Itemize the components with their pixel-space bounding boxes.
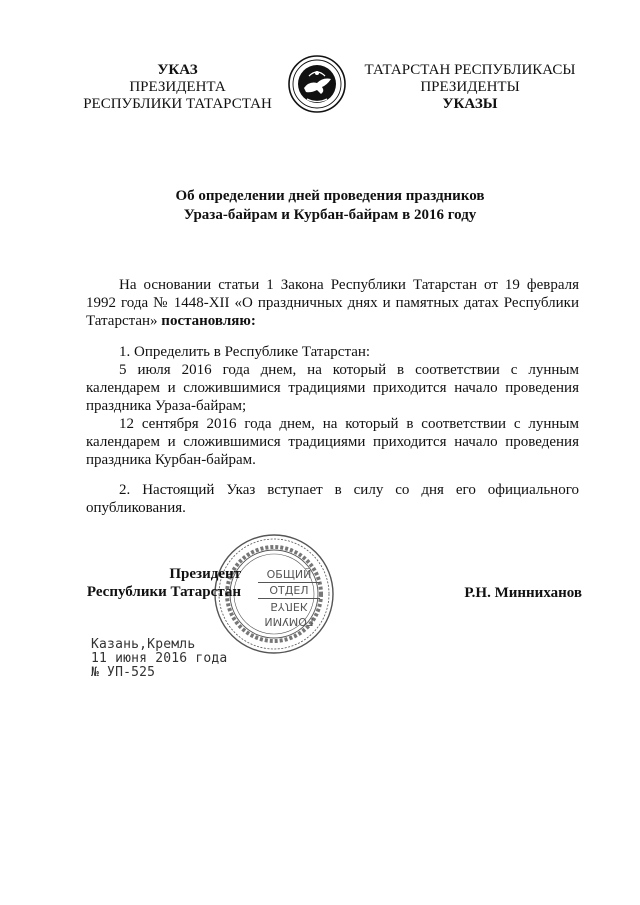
preamble [86, 276, 579, 330]
item-1-date2: 12 сентября 2016 года днем, на который в соответствии с лунным календарем и сложившимися традициями приходится начало проведения праздника Курбан-байрам. [86, 416, 579, 468]
header-left [70, 62, 285, 113]
stamp-text [258, 567, 320, 629]
decree-title [80, 187, 580, 225]
title-line2: Ураза-байрам и Курбан-байрам в 2016 году [183, 207, 477, 223]
signature-title-line2: Республики Татарстан [86, 584, 241, 600]
signature-name: Р.Н. Минниханов [464, 585, 582, 601]
item-1-intro: 1. Определить в Республике Татарстан: [119, 344, 371, 360]
item-1-date1: 5 июля 2016 года днем, на который в соответствии с лунным календарем и сложившимися традициями приходится начало проведения праздника Ураза-байрам; [86, 362, 579, 414]
item-2 [86, 481, 579, 517]
footer-number: № УП-525 [91, 665, 156, 680]
preamble-bold: постановляю: [161, 313, 256, 329]
footer-place: Казань,Кремль [91, 637, 196, 652]
header-right-line3: УКАЗЫ [442, 96, 498, 112]
header-right [355, 62, 585, 113]
header-left-line3: РЕСПУБЛИКИ ТАТАРСТАН [83, 96, 272, 112]
footer-date: 11 июня 2016 года [91, 651, 228, 666]
header-right-line1: ТАТАРСТАН РЕСПУБЛИКАСЫ [364, 62, 576, 78]
title-line1: Об определении дней проведения праздников [175, 188, 485, 204]
stamp-line3: БҮЛЕК [270, 600, 308, 613]
header-left-line1: УКАЗ [157, 62, 198, 78]
stamp-line2: ОТДЕЛ [258, 582, 320, 599]
item-2-text: 2. Настоящий Указ вступает в силу со дня его официального опубликования. [86, 482, 579, 516]
header-right-line2: ПРЕЗИДЕНТЫ [420, 79, 520, 95]
item-1 [86, 343, 579, 469]
signature-title-line1: Президент [169, 566, 241, 582]
header-left-line2: ПРЕЗИДЕНТА [129, 79, 226, 95]
coat-of-arms-icon [287, 54, 347, 114]
stamp-line1: ОБЩИЙ [266, 568, 312, 581]
stamp-line4: ГОМУМИ [264, 615, 314, 628]
signature-title [86, 565, 241, 601]
decree-footer [91, 638, 227, 680]
preamble-text: На основании статьи 1 Закона Республики Татарстан от 19 февраля 1992 года № 1448-XII «О праздничных днях и памятных датах Республики Татарстан» [86, 277, 579, 329]
